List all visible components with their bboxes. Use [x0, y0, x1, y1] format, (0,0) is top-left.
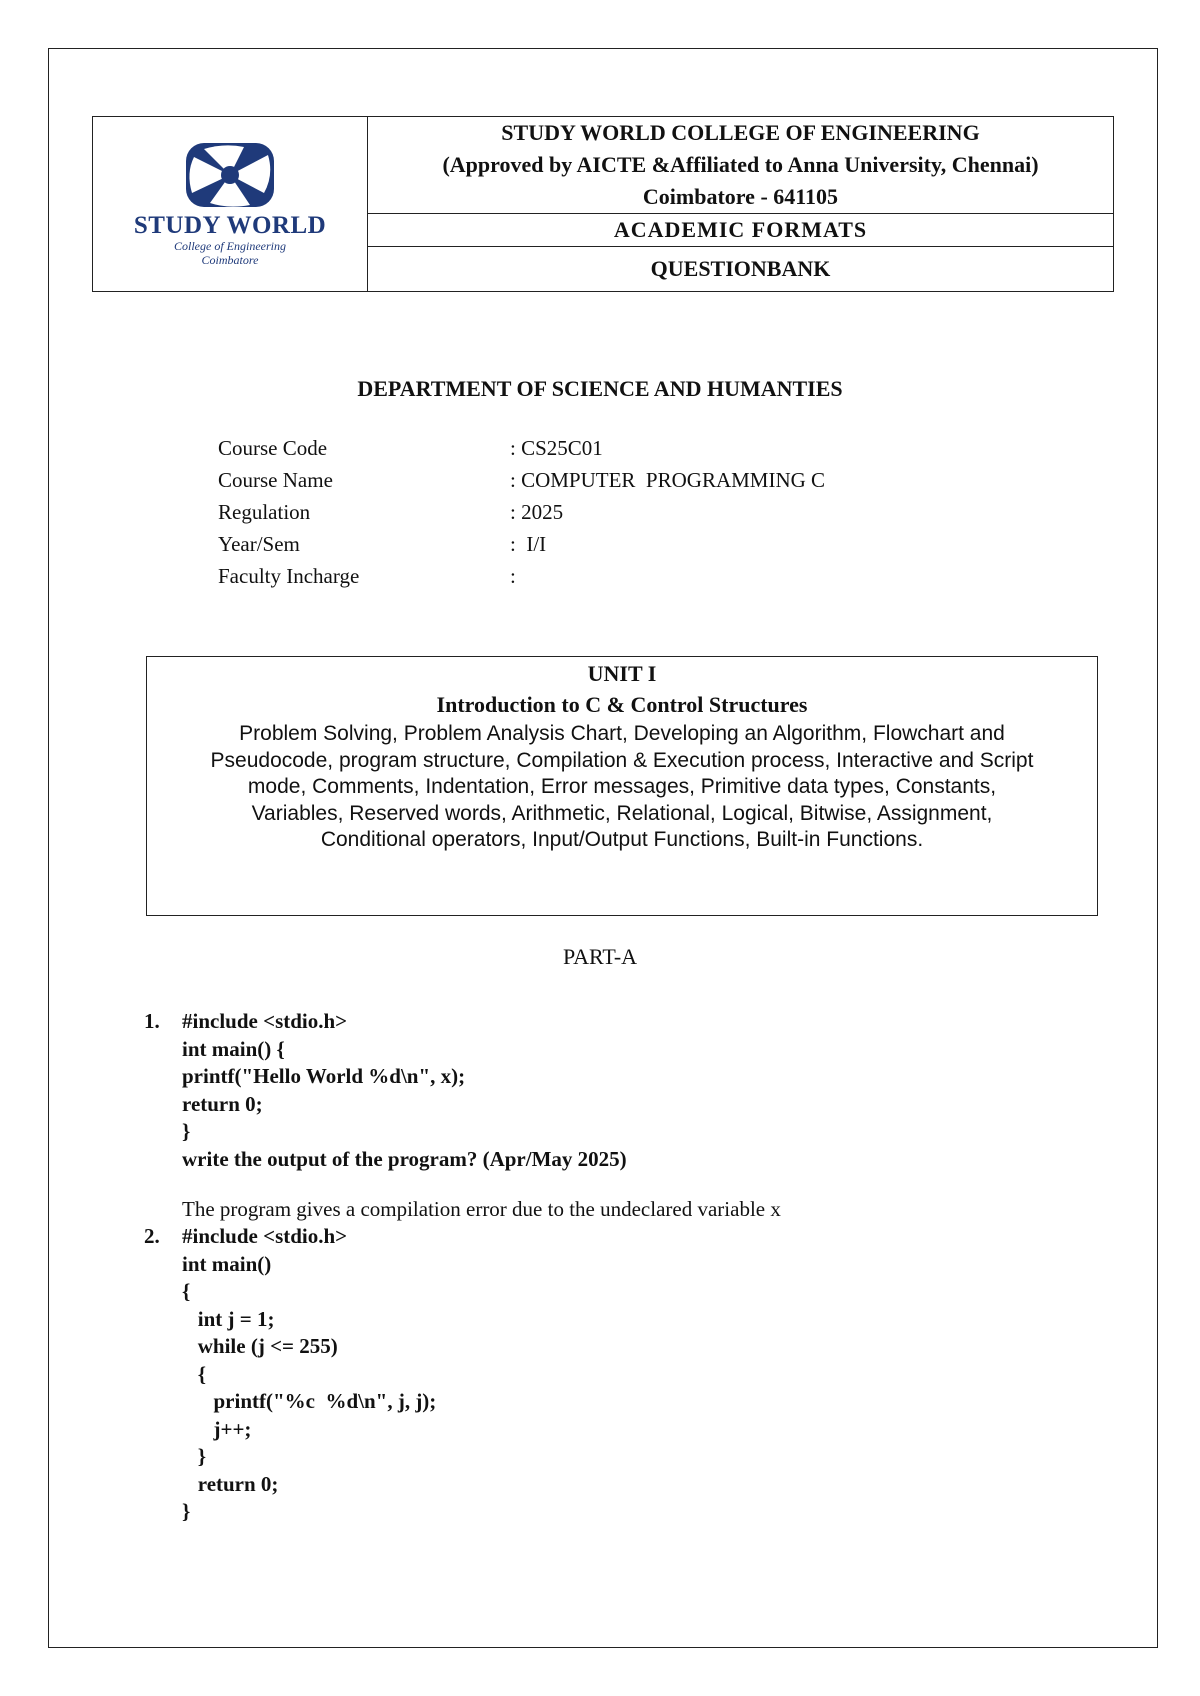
- course-name-label: Course Name: [218, 468, 333, 492]
- question-number: 2.: [144, 1224, 160, 1248]
- question-item: [144, 1223, 781, 1526]
- code-line: return 0;: [182, 1091, 263, 1116]
- header-info: [368, 117, 1113, 291]
- course-code-label: Course Code: [218, 436, 328, 460]
- year-sem-label: Year/Sem: [218, 532, 300, 556]
- part-heading: PART-A: [562, 944, 638, 969]
- regulation-label: Regulation: [218, 500, 311, 524]
- code-line: {: [182, 1361, 207, 1386]
- code-line: #include <stdio.h>: [182, 1224, 348, 1248]
- course-info: [218, 432, 825, 592]
- question-number: 1.: [144, 1009, 160, 1033]
- unit-subtitle: Introduction to C & Control Structures: [436, 692, 808, 717]
- code-line: printf("Hello World %d\n", x);: [182, 1064, 466, 1088]
- unit-description: [147, 721, 1097, 854]
- faculty-value: :: [510, 564, 516, 588]
- question-prompt: write the output of the program? (Apr/May 2025): [182, 1146, 627, 1171]
- code-line: int main() {: [182, 1036, 285, 1061]
- unit-desc-line: Problem Solving, Problem Analysis Chart, Developing an Algorithm, Flowchart and: [239, 722, 1005, 745]
- code-line: while (j <= 255): [182, 1334, 338, 1358]
- course-code-row: [218, 432, 825, 464]
- code-line: {: [182, 1279, 191, 1303]
- college-location: Coimbatore - 641105: [642, 184, 839, 209]
- regulation-value: : 2025: [510, 500, 564, 524]
- unit-desc-line: Pseudocode, program structure, Compilation & Execution process, Interactive and Script: [210, 748, 1034, 772]
- header-table: [92, 116, 1114, 292]
- faculty-row: [218, 560, 825, 592]
- question-body: [182, 1008, 781, 1223]
- academic-formats: ACADEMIC FORMATS: [368, 214, 1113, 247]
- code-line: j++;: [182, 1416, 252, 1441]
- college-approval: (Approved by AICTE &Affiliated to Anna University, Chennai): [442, 152, 1039, 177]
- logo-location: Coimbatore: [201, 253, 259, 267]
- code-line: return 0;: [182, 1471, 279, 1496]
- unit-desc-line: mode, Comments, Indentation, Error messages, Primitive data types, Constants,: [247, 775, 997, 798]
- code-line: printf("%c %d\n", j, j);: [182, 1389, 437, 1413]
- course-name-row: [218, 464, 825, 496]
- logo-subtitle: College of Engineering: [174, 239, 286, 253]
- code-line: #include <stdio.h>: [182, 1009, 348, 1033]
- code-line: int j = 1;: [182, 1306, 275, 1331]
- question-body: [182, 1223, 436, 1526]
- code-line: }: [182, 1119, 191, 1143]
- code-line: int main(): [182, 1251, 272, 1276]
- department-title: DEPARTMENT OF SCIENCE AND HUMANTIES: [357, 376, 843, 401]
- course-code-value: : CS25C01: [510, 436, 603, 460]
- code-line: }: [182, 1444, 207, 1468]
- regulation-row: [218, 496, 825, 528]
- unit-desc-line: Variables, Reserved words, Arithmetic, Relational, Logical, Bitwise, Assignment,: [251, 801, 993, 825]
- unit-title: UNIT I: [587, 661, 657, 686]
- faculty-label: Faculty Incharge: [218, 564, 360, 588]
- unit-box: [146, 656, 1098, 916]
- year-sem-row: [218, 528, 825, 560]
- logo-name: STUDY WORLD: [133, 212, 327, 239]
- year-sem-value: : I/I: [510, 532, 547, 556]
- document-type: QUESTIONBANK: [650, 256, 831, 281]
- question-list: [144, 1008, 781, 1526]
- question-item: [144, 1008, 781, 1223]
- college-details: [368, 117, 1113, 214]
- course-name-value: : COMPUTER PROGRAMMING C: [510, 468, 826, 492]
- college-logo: [93, 117, 368, 291]
- unit-desc-line: Conditional operators, Input/Output Functions, Built-in Functions.: [320, 828, 924, 851]
- shutter-logo-icon: [184, 141, 276, 209]
- college-name: STUDY WORLD COLLEGE OF ENGINEERING: [501, 120, 980, 145]
- answer-text: The program gives a compilation error due to the undeclared variable x: [182, 1197, 781, 1221]
- code-line: }: [182, 1499, 191, 1523]
